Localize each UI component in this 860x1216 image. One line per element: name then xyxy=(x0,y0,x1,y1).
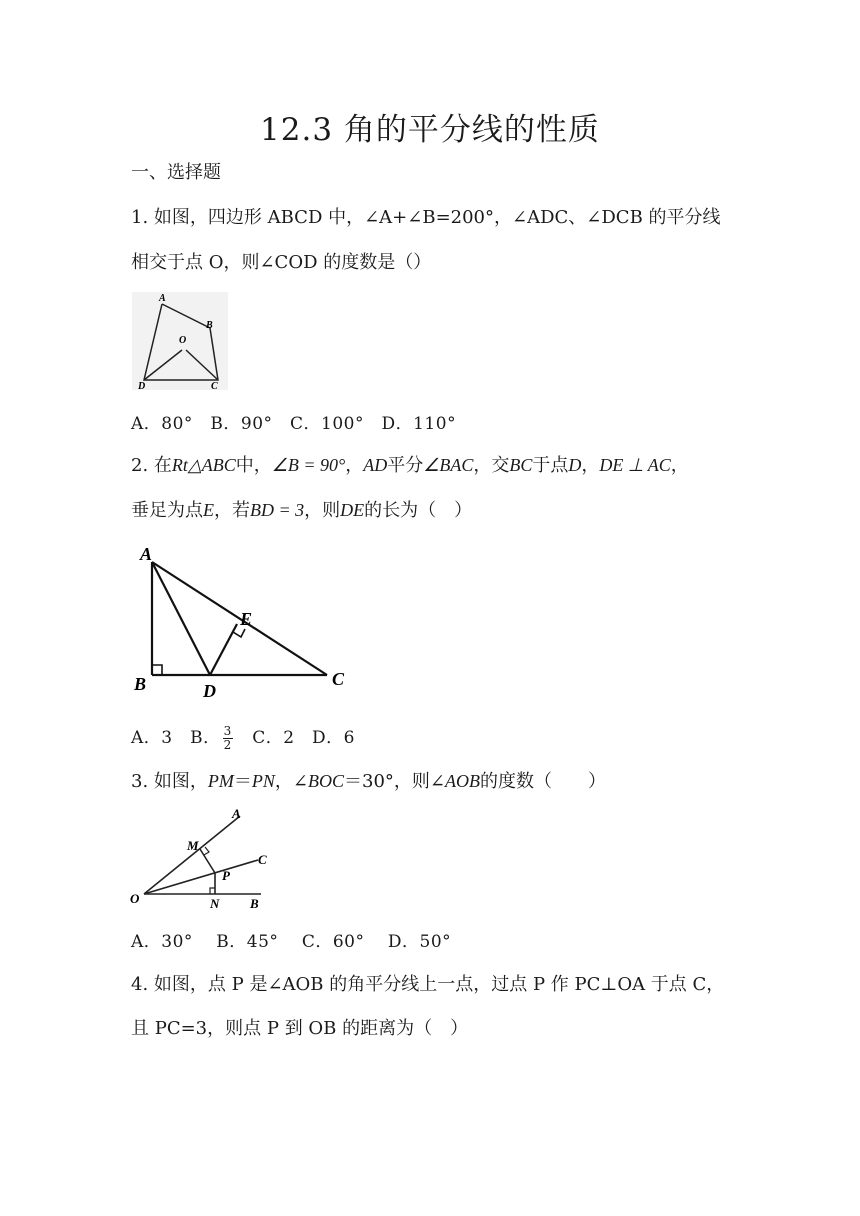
fraction-three-halves: $\frac{3}{2}$ xyxy=(223,724,232,752)
label-m: M xyxy=(187,838,199,853)
page-title: 12.3 角的平分线的性质 xyxy=(260,112,600,148)
label-o: O xyxy=(179,335,187,346)
label-e: E xyxy=(240,609,253,629)
question-4-line-1: 4. 如图，点 P 是∠AOB 的角平分线上一点，过点 P 作 PC⊥OA 于点 C， xyxy=(131,974,725,995)
question-4-line-2: 且 PC=3，则点 P 到 OB 的距离为（ ） xyxy=(131,1018,469,1039)
question-1-line-2: 相交于点 O，则∠COD 的度数是（） xyxy=(131,252,432,273)
label-c: C xyxy=(332,669,345,689)
label-o: O xyxy=(130,891,140,906)
question-1-line-1: 1. 如图，四边形 ABCD 中，∠A+∠B=200°，∠ADC、∠DCB 的平分线 xyxy=(131,207,721,228)
section-heading: 一、选择题 xyxy=(131,162,221,183)
label-a: A xyxy=(232,806,241,821)
question-3-line-1: 3. 如图，PM＝PN，∠BOC＝30°，则∠AOB的度数（ ） xyxy=(131,771,607,792)
label-b: B xyxy=(134,674,147,694)
label-a: A xyxy=(159,293,166,304)
question-1-options: A．80° B．90° C．100° D．110° xyxy=(131,414,457,434)
question-2-figure xyxy=(130,542,360,702)
question-3-figure xyxy=(128,804,276,914)
question-3-options: A．30° B．45° C．60° D．50° xyxy=(131,932,452,952)
label-b: B xyxy=(206,320,213,331)
right-angle-b xyxy=(152,665,162,675)
ray-oc xyxy=(144,860,258,894)
label-a: A xyxy=(140,544,153,564)
right-angle-m xyxy=(204,847,209,855)
question-2-line-1: 2. 在Rt△ABC中，∠B = 90°，AD平分∠BAC，交BC于点D，DE ⊥ AC， xyxy=(131,455,689,476)
label-c: C xyxy=(211,381,218,390)
label-d: D xyxy=(203,681,216,701)
question-2-line-2: 垂足为点E，若BD = 3，则DE的长为（ ） xyxy=(131,500,473,521)
segment-ad xyxy=(152,562,210,675)
label-n: N xyxy=(210,896,220,911)
question-2-options: A．3 B． $\frac{3}{2}$ C．2 D．6 xyxy=(131,724,356,752)
label-b: B xyxy=(250,896,259,911)
question-1-figure xyxy=(132,292,228,390)
label-p: P xyxy=(222,868,230,883)
label-c: C xyxy=(258,852,267,867)
label-d: D xyxy=(138,381,146,390)
segment-de xyxy=(210,624,237,675)
